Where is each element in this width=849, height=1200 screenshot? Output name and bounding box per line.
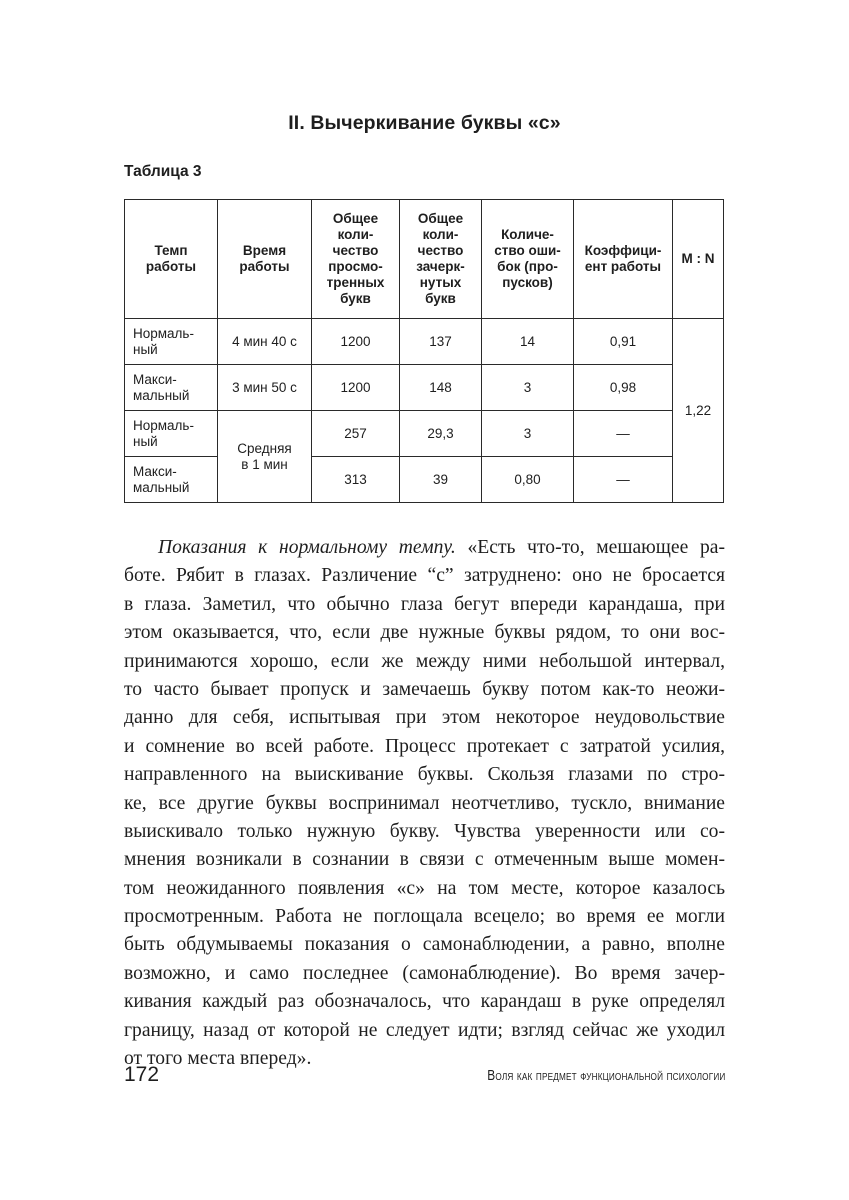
- cell-mn: 1,22: [673, 319, 724, 503]
- paragraph-line: просмотренным. Работа не поглощала всецело; во время ее могли: [124, 906, 725, 928]
- running-title: Воля как предмет функциональной психологии: [486, 1068, 725, 1084]
- results-table: [124, 199, 724, 503]
- cell-coefficient: 0,98: [574, 365, 673, 411]
- cell-errors: 14: [482, 319, 574, 365]
- lead-italic-phrase: Показания к нормальному темпу.: [158, 537, 456, 558]
- cell-viewed: 1200: [312, 365, 400, 411]
- paragraph-line: то часто бывает пропуск и замечаешь букву потом как-то неожи-: [124, 678, 725, 700]
- paragraph-line: направленного на выискивание буквы. Скользя глазами по стро-: [124, 764, 725, 786]
- header-errors: Количе- ство оши- бок (про- пусков): [482, 200, 574, 319]
- paragraph-line: возможно, и само последнее (самонаблюдение). Во время зачер-: [124, 962, 725, 984]
- paragraph-line: выискивало только нужную букву. Чувства уверенности или со-: [124, 820, 725, 842]
- paragraph-line: том неожиданного появления «с» на том месте, которое казалось: [124, 877, 725, 899]
- cell-time: 3 мин 50 с: [218, 365, 312, 411]
- header-crossed-letters: Общее коли- чество зачерк- нутых букв: [400, 200, 482, 319]
- paragraph-line: кивания каждый раз обозначалось, что карандаш в руке определял: [124, 991, 725, 1013]
- table-caption: Таблица 3: [124, 163, 202, 180]
- cell-crossed: 39: [400, 457, 482, 503]
- page-number: 172: [124, 1063, 160, 1086]
- cell-coefficient: —: [574, 457, 673, 503]
- body-paragraph: [124, 534, 725, 1073]
- cell-tempo: Нормаль- ный: [125, 411, 218, 457]
- cell-crossed: 148: [400, 365, 482, 411]
- paragraph-line: в глаза. Заметил, что обычно глаза бегут впереди карандаша, при: [124, 593, 725, 615]
- paragraph-line: мнения возникали в сознании в связи с отмеченным выше момен-: [124, 849, 725, 871]
- cell-crossed: 29,3: [400, 411, 482, 457]
- paragraph-line: границу, назад от которой не следует идти; взгляд сейчас же уходил: [124, 1019, 725, 1041]
- cell-viewed: 257: [312, 411, 400, 457]
- header-coefficient: Коэффици- ент работы: [574, 200, 673, 319]
- cell-crossed: 137: [400, 319, 482, 365]
- paragraph-line: этом оказывается, что, если две нужные буквы рядом, то они вос-: [124, 622, 725, 644]
- cell-viewed: 1200: [312, 319, 400, 365]
- cell-coefficient: 0,91: [574, 319, 673, 365]
- section-title: II. Вычеркивание буквы «с»: [288, 112, 561, 134]
- cell-errors: 0,80: [482, 457, 574, 503]
- cell-errors: 3: [482, 411, 574, 457]
- cell-time: Средняя в 1 мин: [218, 411, 312, 503]
- table-header-row: [125, 200, 724, 319]
- paragraph-line: быть обдумываемы показания о самонаблюдении, а равно, вполне: [124, 934, 725, 956]
- cell-viewed: 313: [312, 457, 400, 503]
- header-mn: M : N: [673, 200, 724, 319]
- header-viewed-letters: Общее коли- чество просмо- тренных букв: [312, 200, 400, 319]
- cell-coefficient: —: [574, 411, 673, 457]
- paragraph-line: и сомнение во всей работе. Процесс протекает с затратой усилия,: [124, 735, 725, 757]
- paragraph-line: ке, все другие буквы воспринимал неотчетливо, тускло, внимание: [124, 792, 725, 814]
- table-row: [125, 319, 724, 365]
- header-time: Время работы: [218, 200, 312, 319]
- paragraph-line-text: «Есть что-то, мешающее ра-: [455, 537, 725, 558]
- cell-tempo: Макси- мальный: [125, 365, 218, 411]
- cell-time: 4 мин 40 с: [218, 319, 312, 365]
- paragraph-line: от того места вперед».: [124, 1048, 312, 1070]
- paragraph-line: боте. Рябит в глазах. Различение “с” затруднено: оно не бросается: [124, 565, 725, 587]
- cell-tempo: Макси- мальный: [125, 457, 218, 503]
- table-row: [125, 411, 724, 457]
- paragraph-line: [124, 534, 725, 562]
- paragraph-line: данно для себя, испытывая при этом некоторое неудовольствие: [124, 707, 725, 729]
- table-row: [125, 457, 724, 503]
- cell-tempo: Нормаль- ный: [125, 319, 218, 365]
- paragraph-line: принимаются хорошо, если же между ними небольшой интервал,: [124, 650, 725, 672]
- table-row: [125, 365, 724, 411]
- header-tempo: Темп работы: [125, 200, 218, 319]
- cell-errors: 3: [482, 365, 574, 411]
